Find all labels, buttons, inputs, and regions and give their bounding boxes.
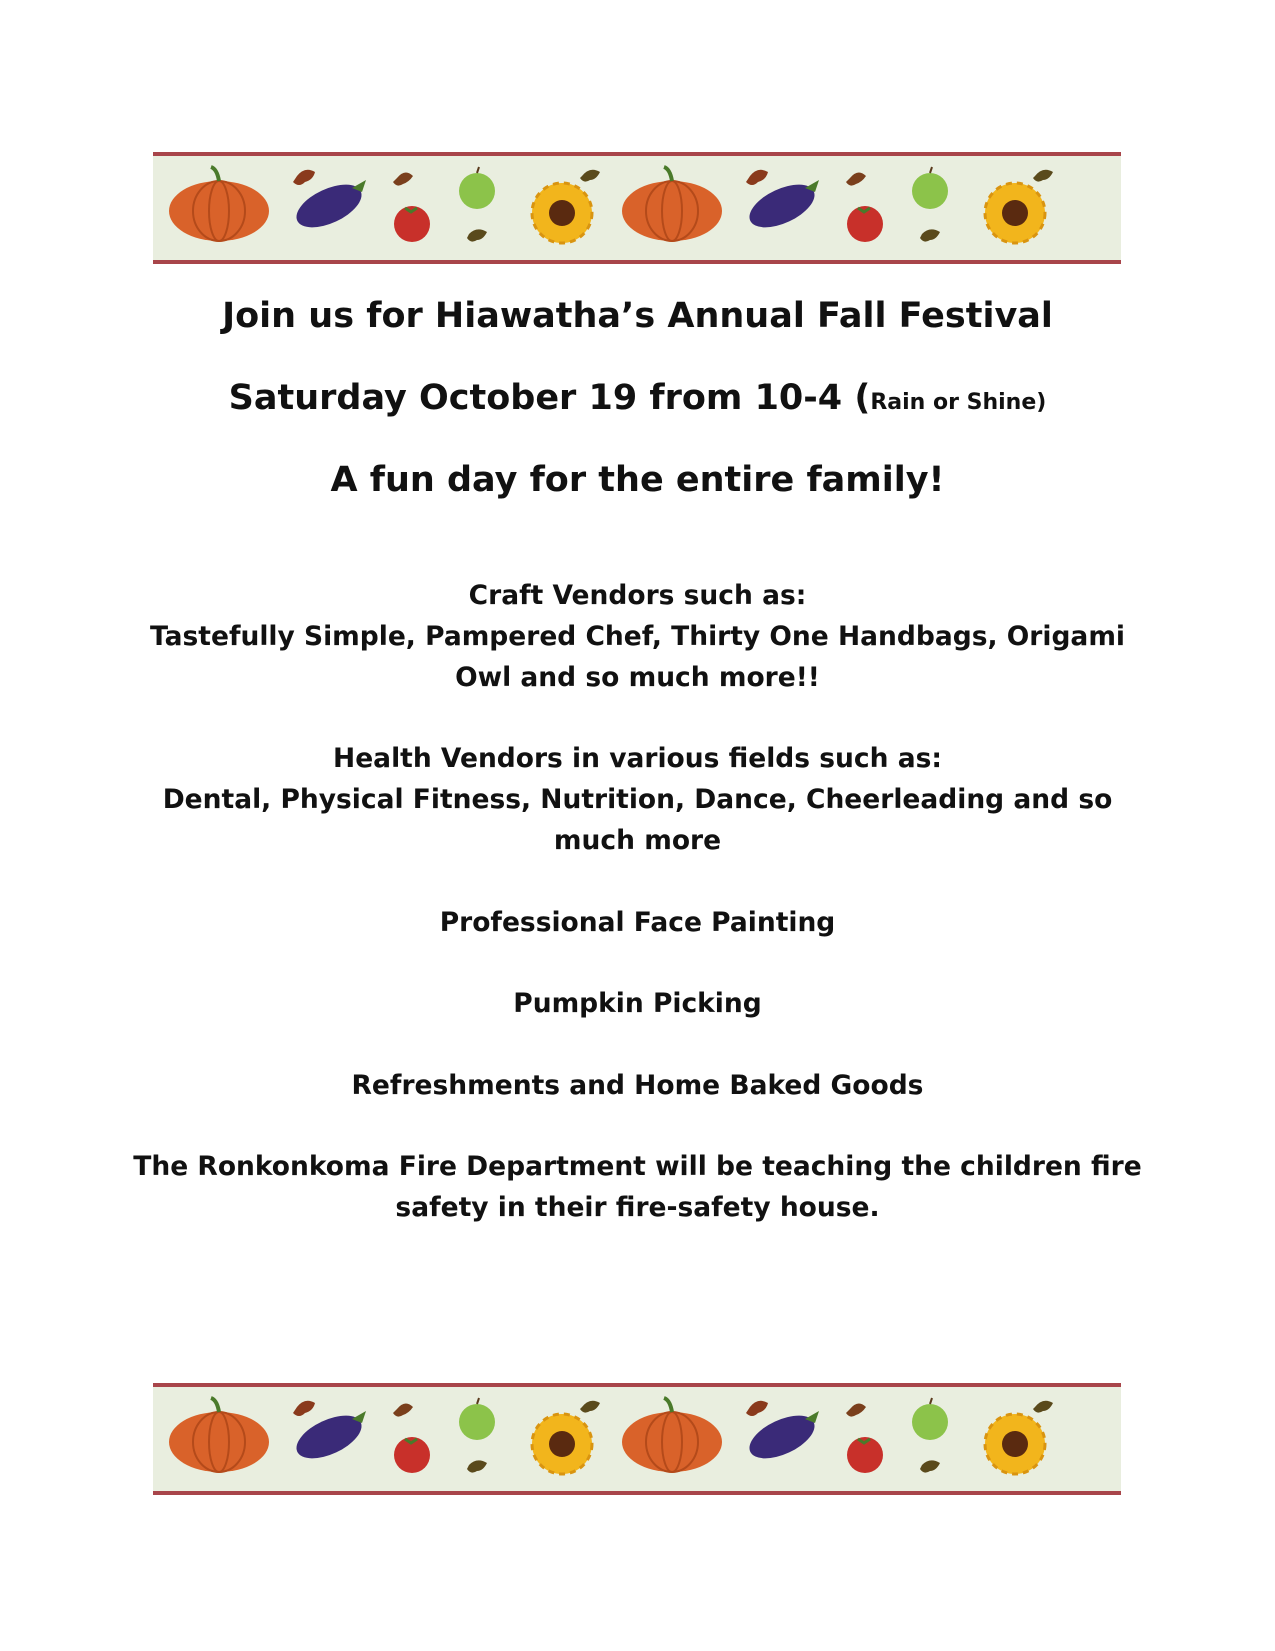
face-painting-item: Professional Face Painting [439,907,836,938]
headline-date [0,378,1275,418]
craft-vendors-list-line1: Tastefully Simple, Pampered Chef, Thirty One Handbags, Origami [149,621,1126,652]
tomato-icon [394,206,430,242]
health-vendors-heading: Health Vendors in various fields such as: [333,743,942,774]
green-apple-icon [459,1398,495,1440]
eggplant-icon [290,1407,368,1467]
pumpkin-icon [622,167,722,241]
craft-vendors-list-line2: Owl and so much more!! [455,662,820,693]
health-vendors-list-line1: Dental, Physical Fitness, Nutrition, Dance, Cheerleading and so [162,784,1113,815]
pumpkin-icon [169,167,269,241]
headline-weather-note: Rain or Shine) [870,390,1047,415]
sunflower-icon [532,183,592,243]
tomato-icon [847,1437,883,1473]
fire-safety-line1: The Ronkonkoma Fire Department will be teaching the children fire [133,1151,1142,1182]
refreshments-item: Refreshments and Home Baked Goods [351,1070,924,1101]
fall-border-bottom [153,1383,1121,1495]
fall-produce-border-art [153,1387,1121,1491]
headline-title: Join us for Hiawatha’s Annual Fall Festival [222,296,1053,336]
eggplant-icon [743,176,821,236]
pumpkin-picking-item: Pumpkin Picking [513,988,762,1019]
green-apple-icon [459,167,495,209]
tomato-icon [394,1437,430,1473]
headline-date-main: Saturday October 19 from 10-4 ( [228,378,871,418]
green-apple-icon [912,1398,948,1440]
health-vendors-list-line2: much more [553,825,722,856]
fall-produce-border-art [153,156,1121,260]
craft-vendors-heading: Craft Vendors such as: [468,580,807,611]
fire-safety-line2: safety in their fire-safety house. [395,1192,880,1223]
tomato-icon [847,206,883,242]
green-apple-icon [912,167,948,209]
pumpkin-icon [169,1398,269,1472]
sunflower-icon [532,1414,592,1474]
sunflower-icon [985,1414,1045,1474]
eggplant-icon [743,1407,821,1467]
headline-tagline: A fun day for the entire family! [330,460,945,500]
pumpkin-icon [622,1398,722,1472]
eggplant-icon [290,176,368,236]
sunflower-icon [985,183,1045,243]
fall-border-top [153,152,1121,264]
